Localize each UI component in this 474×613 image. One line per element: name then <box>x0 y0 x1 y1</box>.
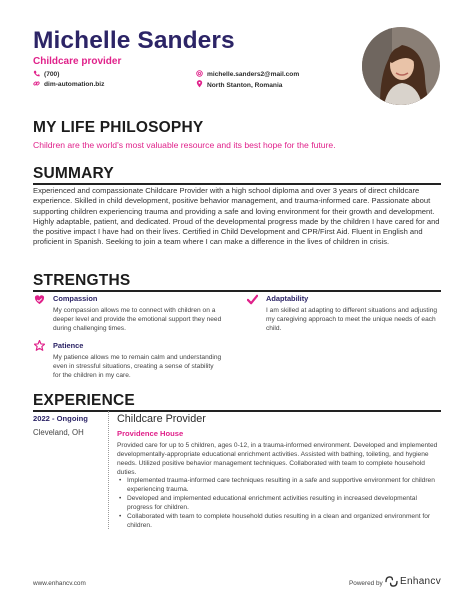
job-title: Childcare provider <box>33 56 122 67</box>
strength-title: Patience <box>53 341 84 350</box>
summary-divider <box>33 183 441 185</box>
checkmark-icon <box>247 294 258 305</box>
location-text: North Stanton, Romania <box>207 81 283 89</box>
strength-title: Adaptability <box>266 294 309 303</box>
enhancv-logo-icon <box>385 576 398 587</box>
footer-powered-by: Powered by <box>349 580 383 587</box>
job-description: Provided care for up to 5 children, ages 0-12, in a trauma-informed environment. Developed and implemented developmentally-appropriate educational enrichment activities. Assisted with bathing, toileting, and hygiene needs. Utilized positive behavior management techniques. Collaborated with team to complete household duties. <box>117 442 438 476</box>
summary-heading: SUMMARY <box>33 165 114 182</box>
phone-icon <box>33 70 42 79</box>
heart-hands-icon <box>34 294 45 305</box>
timeline-divider <box>108 411 109 529</box>
job-achievements <box>117 476 442 530</box>
footer-url[interactable]: www.enhancv.com <box>33 580 86 587</box>
list-item: • Collaborated with team to complete household duties resulting in a clean and organized environment for children. <box>117 512 442 530</box>
candidate-name: Michelle Sanders <box>33 27 235 54</box>
summary-text: Experienced and compassionate Childcare Provider with a high school diploma and over 3 years of direct childcare experience. Skilled in child development, positive behavior management, and trauma-informed care. Passionate about supporting children experiencing trauma and providing a safe and loving environment for their growth and development. Highly adaptable, patient, and dedicated. Proud of the developmental progress made by the children I have cared for and the positive impact I have had on their lives. Certified in Child Development and CPR/First Aid. Fluent in English and proficient in Spanish. Seeking to join a team where I can make a difference in the lives of children in crisis. <box>33 186 440 247</box>
contact-phone <box>33 70 59 79</box>
experience-heading: EXPERIENCE <box>33 392 135 409</box>
strength-title: Compassion <box>53 294 98 303</box>
enhancv-logo[interactable] <box>385 576 441 587</box>
job-location: Cleveland, OH <box>33 428 84 437</box>
job-dates: 2022 - Ongoing <box>33 414 88 423</box>
contact-location <box>196 80 282 90</box>
list-item: • Developed and implemented educational enrichment activities resulting in increased developmental progress for children. <box>117 494 442 512</box>
experience-divider <box>33 410 441 412</box>
website-text[interactable]: dim-automation.biz <box>44 81 105 88</box>
email-text[interactable]: michelle.sanders2@mail.com <box>207 71 300 78</box>
philosophy-heading: MY LIFE PHILOSOPHY <box>33 119 204 136</box>
strength-description: My patience allows me to remain calm and understanding even in stressful situations, creating a sense of stability for the children in my care. <box>53 354 222 380</box>
strength-description: My compassion allows me to connect with children on a deeper level and provide the emotional support they need during challenging times. <box>53 307 222 333</box>
strengths-divider <box>33 290 441 292</box>
strengths-heading: STRENGTHS <box>33 272 131 289</box>
contact-email[interactable] <box>196 70 299 79</box>
philosophy-quote: Children are the world's most valuable resource and its best hope for the future. <box>33 140 336 150</box>
strength-description: I am skilled at adapting to different situations and adjusting my caregiving approach to meet the unique needs of each child. <box>266 307 438 333</box>
job-company: Providence House <box>117 429 184 438</box>
job-role: Childcare Provider <box>117 413 206 425</box>
contact-website[interactable] <box>33 80 104 89</box>
phone-text: (700) <box>44 71 60 78</box>
at-icon <box>196 70 205 79</box>
link-icon <box>33 80 42 89</box>
location-pin-icon <box>196 80 205 90</box>
footer-brand: Enhancv <box>400 576 442 587</box>
star-icon <box>34 340 45 351</box>
profile-photo <box>362 27 440 105</box>
list-item: • Implemented trauma-informed care techniques resulting in a safe and supportive environment for children experiencing trauma. <box>117 476 442 494</box>
